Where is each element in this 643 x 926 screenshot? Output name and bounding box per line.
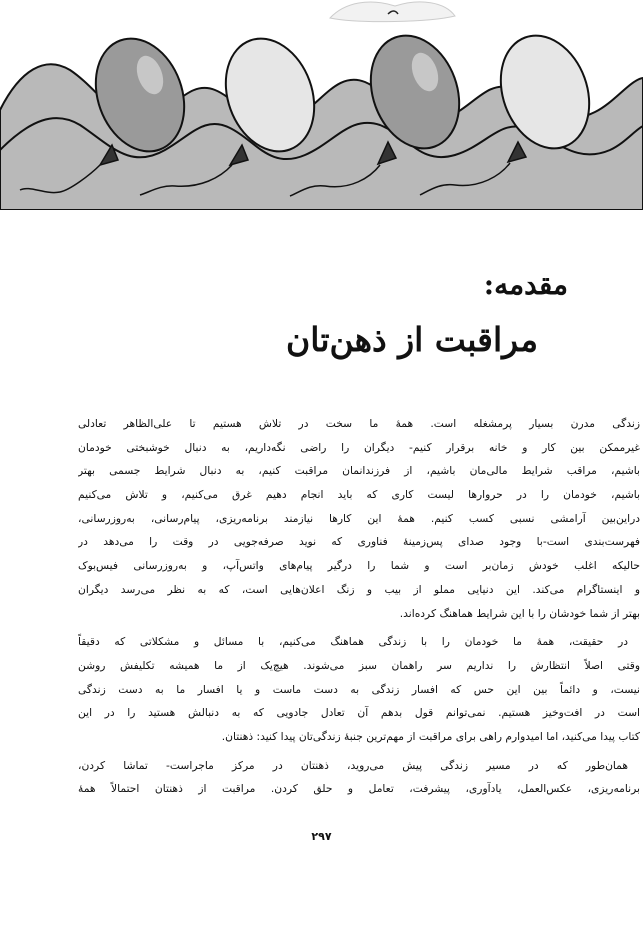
text-line: همان‌طور که در مسیر زندگی پیش می‌روید، ذهنتان در مرکز ماجراست- تماشا کردن، (78, 758, 628, 772)
text-line: در حقیقت، همهٔ ما خودمان را با زندگی هماهنگ می‌کنیم، با مسائل و مشکلاتی که دقیقاً (78, 635, 628, 649)
text-line: برنامه‌ریزی، عکس‌العمل، یادآوری، پیشرفت، تعامل و حلق کردن. مراقبت از ذهنتان احتمالاً همهٔ (78, 782, 640, 796)
paragraph (78, 630, 640, 748)
text-line: بهتر از شما خودشان را با این شرایط هماهنگ کرده‌اند. (399, 606, 640, 620)
text-line: حالیکه اغلب خودش زمان‌بر است و شما را درگیر پیام‌های واتس‌آپ، و به‌روزرسانی فیس‌بوک (78, 559, 640, 573)
text-line: غیرممکن بین کار و خانه برقرار کنیم- دیگران را راضی نگه‌داریم، به دنبال خوشبختی خودمان (78, 440, 640, 454)
text-line: فهرست‌بندی است-با وجود صدای پس‌زمینهٔ فناوری که نوید صرفه‌جویی در وقت را می‌دهد در (78, 535, 640, 549)
text-line: است در افت‌وخیز هستیم. نمی‌توانم قول بدهم آن تعادل جادویی که به دنبالش هستید را در این (78, 706, 640, 720)
text-line: زندگی مدرن بسیار پرمشغله است. همهٔ ما سخت در تلاش هستیم تا علی‌الظاهر تعادلی (78, 417, 640, 430)
text-line: دراین‌بین آرامشی نسبی کسب کنیم. همهٔ این کارها نیازمند برنامه‌ریزی، پیام‌رسانی، به‌روزرسانی، (78, 511, 640, 525)
chapter-title: مراقبت از ذهن‌تان (286, 320, 538, 359)
balloon-wave-illustration (0, 0, 643, 210)
text-line: نیست، و دائماً بین این حس که افسار زندگی به دست ماست و یا افسار ما به دست زندگی (78, 682, 640, 696)
text-line: و اینستاگرام می‌کند. این دنیایی مملو از بیب و زنگ اعلان‌هایی است، که به نظر می‌رسد دیگران (78, 582, 640, 596)
text-line: کتاب پیدا می‌کنید، اما امیدوارم راهی برای مراقبت از مهم‌ترین جنبهٔ زندگی‌تان پیدا کنید: ذهنتان. (221, 729, 640, 743)
body-text (78, 412, 640, 801)
paragraph (78, 412, 640, 625)
text-line: باشیم، مراقب شرایط مالی‌مان باشیم، از فرزندانمان مراقبت کنیم، به دنبال شرایط جسمی بهتر (78, 464, 640, 478)
paragraph (78, 754, 640, 801)
text-line: باشیم، خودمان را در حروارها لیست کاری که باید انجام دهیم غرق می‌کنیم، و تلاش می‌کنیم (78, 488, 640, 502)
text-line: وقتی اصلاً انتظارش را نداریم سر راهمان سبز می‌شوند. هیچ‌یک از ما همیشه تکلیفش روشن (78, 658, 640, 672)
page-number: ۲۹۷ (311, 830, 332, 843)
section-label: مقدمه: (483, 268, 568, 301)
